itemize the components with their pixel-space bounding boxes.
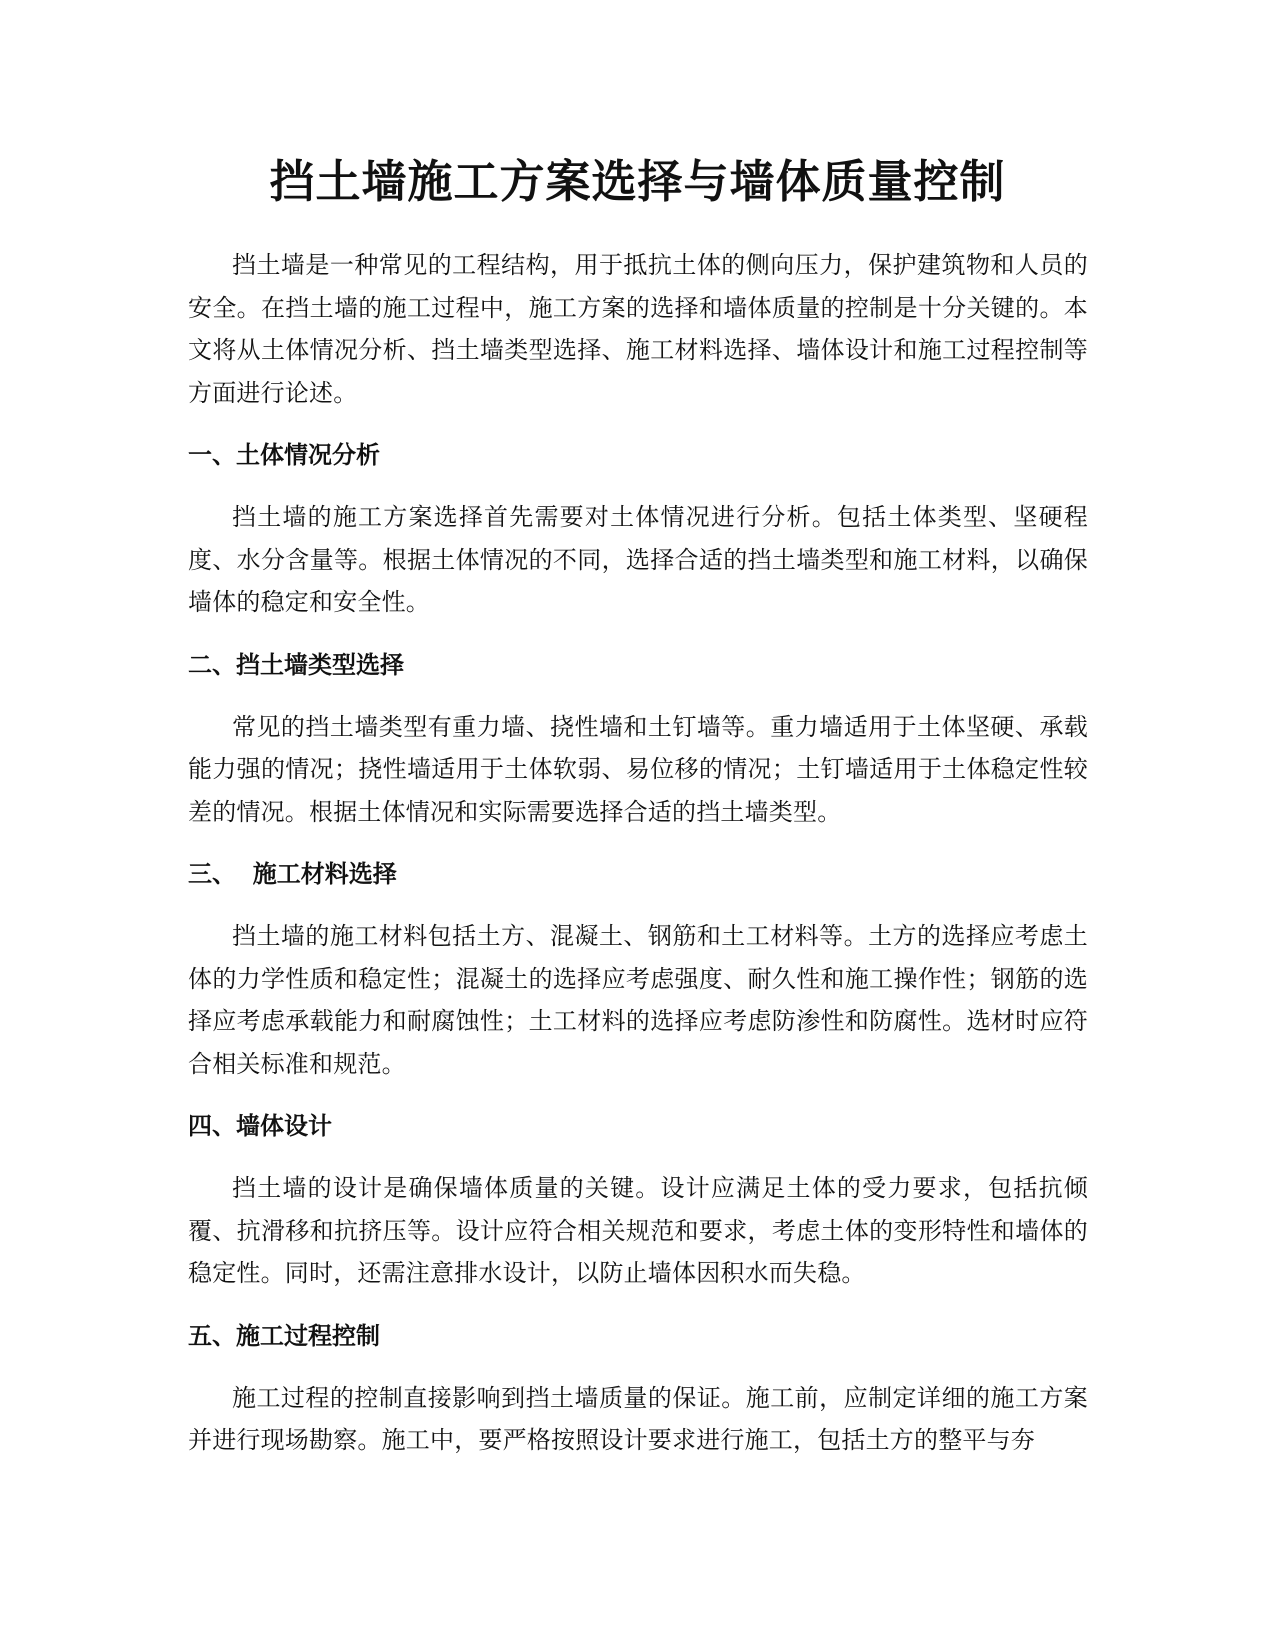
section-soil-analysis — [188, 434, 1088, 624]
section-paragraph: 挡土墙的施工方案选择首先需要对土体情况进行分析。包括土体类型、坚硬程度、水分含量等。根据土体情况的不同，选择合适的挡土墙类型和施工材料，以确保墙体的稳定和安全性。 — [188, 503, 1088, 616]
intro-paragraph: 挡土墙是一种常见的工程结构，用于抵抗土体的侧向压力，保护建筑物和人员的安全。在挡土墙的施工过程中，施工方案的选择和墙体质量的控制是十分关键的。本文将从土体情况分析、挡土墙类型选择、施工材料选择、墙体设计和施工过程控制等方面进行论述。 — [188, 251, 1088, 407]
section-paragraph: 挡土墙的设计是确保墙体质量的关键。设计应满足土体的受力要求，包括抗倾覆、抗滑移和抗挤压等。设计应符合相关规范和要求，考虑土体的变形特性和墙体的稳定性。同时，还需注意排水设计，以防止墙体因积水而失稳。 — [188, 1174, 1088, 1287]
section-paragraph: 施工过程的控制直接影响到挡土墙质量的保证。施工前，应制定详细的施工方案并进行现场勘察。施工中，要严格按照设计要求进行施工，包括土方的整平与夯 — [188, 1383, 1088, 1454]
section-wall-type — [188, 644, 1088, 834]
section-heading: 四、墙体设计 — [188, 1112, 332, 1140]
section-heading: 一、土体情况分析 — [188, 441, 380, 469]
section-paragraph: 常见的挡土墙类型有重力墙、挠性墙和土钉墙等。重力墙适用于土体坚硬、承载能力强的情况；挠性墙适用于土体软弱、易位移的情况；土钉墙适用于土体稳定性较差的情况。根据土体情况和实际需要选择合适的挡土墙类型。 — [188, 712, 1088, 826]
section-heading: 三、 施工材料选择 — [188, 860, 397, 888]
section-wall-design — [188, 1105, 1088, 1295]
section-heading: 五、施工过程控制 — [188, 1321, 380, 1350]
document-title: 挡土墙施工方案选择与墙体质量控制 — [269, 155, 1006, 208]
section-materials — [188, 853, 1088, 1085]
document-body — [188, 244, 1088, 1482]
section-process-control — [188, 1315, 1088, 1462]
section-paragraph: 挡土墙的施工材料包括土方、混凝土、钢筋和土工材料等。土方的选择应考虑土体的力学性质和稳定性；混凝土的选择应考虑强度、耐久性和施工操作性；钢筋的选择应考虑承载能力和耐腐蚀性；土工材料的选择应考虑防渗性和防腐性。选材时应符合相关标准和规范。 — [188, 922, 1088, 1078]
section-heading: 二、挡土墙类型选择 — [188, 650, 404, 679]
